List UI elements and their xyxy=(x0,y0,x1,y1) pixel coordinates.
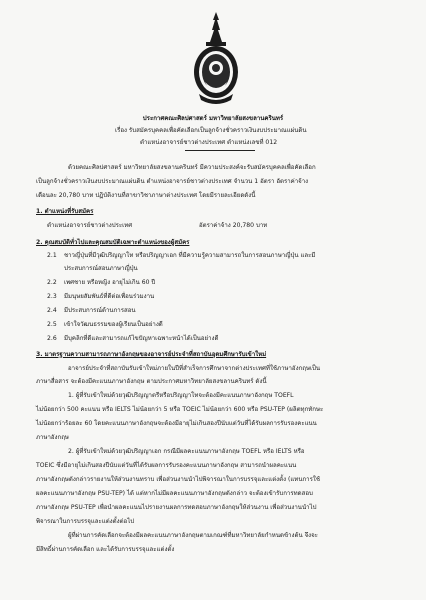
closing-line: มีสิทธิ์ผ่านการคัดเลือก และได้รับการบรรจุและแต่งตั้ง xyxy=(36,546,175,553)
qualification-item-num: 2.2 xyxy=(47,279,57,286)
criteria-1-line: ไม่น้อยกว่า 500 คะแนน หรือ IELTS ไม่น้อยกว่า 5 หรือ TOEIC ไม่น้อยกว่า 600 หรือ PSU-TEP (ผลิตทุกทักษะ xyxy=(36,406,324,413)
qualification-item-text: เข้าใจวัฒนธรรมของผู้เรียนเป็นอย่างดี xyxy=(64,321,163,328)
position-salary: อัตราค่าจ้าง 20,780 บาท xyxy=(199,222,268,229)
position-name: ตำแหน่งอาจารย์ชาวต่างประเทศ xyxy=(47,222,133,229)
qualification-item-text: เพศชาย หรือหญิง อายุไม่เกิน 60 ปี xyxy=(64,279,156,286)
qualification-item-num: 2.3 xyxy=(47,293,57,300)
subject-line: เรื่อง รับสมัครบุคคลเพื่อคัดเลือกเป็นลูกจ้างชั่วคราวเงินงบประมาณแผ่นดิน xyxy=(115,127,307,134)
subject-separator xyxy=(185,143,255,151)
intro-line-2: เป็นลูกจ้างชั่วคราวเงินงบประมาณแผ่นดิน ตำแหน่งอาจารย์ชาวต่างประเทศ จำนวน 1 อัตรา อัตราค่าจ้าง xyxy=(36,178,309,185)
criteria-1-line: ไม่น้อยกว่าร้อยละ 60 โดยคะแนนภาษาอังกฤษจะต้องมีอายุไม่เกินสองปีนับแต่วันที่ได้รับผลการรับรองคะแนน xyxy=(36,420,317,427)
qualification-item-text: มีบุคลิกที่ดีและสามารถแก้ไขปัญหาเฉพาะหน้าได้เป็นอย่างดี xyxy=(64,335,219,342)
criteria-2-line: TOEIC ซึ่งมีอายุไม่เกินสองปีนับแต่วันที่ได้รับผลการรับรองคะแนนภาษาอังกฤษ สามารถนำผลคะแนน xyxy=(36,462,297,469)
criteria-2-line: ภาษาอังกฤษดังกล่าวรายงานให้ส่วนงานทราบ เพื่อส่วนงานนำไปพิจารณาในการบรรจุและแต่งตั้ง (แทนการใช้ xyxy=(36,476,320,483)
qualification-item-text: ชาวญี่ปุ่นที่มีวุฒิปริญญาโท หรือปริญญาเอก ที่มีความรู้ความสามารถในการสอนภาษาญี่ปุ่น และมี xyxy=(64,252,316,259)
qualification-item-text-cont: ประสบการณ์สอนภาษาญี่ปุ่น xyxy=(64,265,138,272)
qualification-item-num: 2.4 xyxy=(47,307,57,314)
criteria-2-line: พิจารณาในการบรรจุและแต่งตั้งต่อไป xyxy=(36,518,135,525)
subject-position-line: ตำแหน่งอาจารย์ชาวต่างประเทศ ตำแหน่งเลขที่ 012 xyxy=(140,139,278,146)
announcement-title: ประกาศคณะศิลปศาสตร์ มหาวิทยาลัยสงขลานครินทร์ xyxy=(142,115,284,122)
section-2-heading: 2. คุณสมบัติทั่วไปและคุณสมบัติเฉพาะตำแหน่งของผู้สมัคร xyxy=(36,239,190,246)
intro-line-1: ด้วยคณะศิลปศาสตร์ มหาวิทยาลัยสงขลานครินทร์ มีความประสงค์จะรับสมัครบุคคลเพื่อคัดเลือก xyxy=(68,164,316,171)
university-seal-logo xyxy=(193,10,239,106)
criteria-2-line: ผลคะแนนภาษาอังกฤษ PSU-TEP) ได้ แต่หากไม่มีผลคะแนนภาษาอังกฤษดังกล่าว จะต้องเข้ารับการทดสอบ xyxy=(36,490,313,497)
criteria-2-line: ภาษาอังกฤษ PSU-TEP เพื่อนำผลคะแนนไปรายงานผลการทดสอบภาษาอังกฤษให้ส่วนงาน เพื่อส่วนงานนำไป xyxy=(36,504,317,511)
section-3-heading: 3. มาตรฐานความสามารถภาษาอังกฤษของอาจารย์ประจำที่สถาบันอุดมศึกษารับเข้าใหม่ xyxy=(36,351,267,358)
criteria-1-line: 1. ผู้ที่รับเข้าใหม่ด้วยวุฒิปริญญาตรีหรือปริญญาโทจะต้องมีคะแนนภาษาอังกฤษ TOEFL xyxy=(68,392,294,399)
qualification-item-text: มีมนุษยสัมพันธ์ที่ดีต่อเพื่อนร่วมงาน xyxy=(64,293,155,300)
standard-para-line: อาจารย์ประจำที่สถาบันรับเข้าใหม่ภายในปีที่สำเร็จการศึกษาจากต่างประเทศที่ใช้ภาษาอังกฤษเป็น xyxy=(68,365,321,372)
section-1-heading: 1. ตำแหน่งที่รับสมัคร xyxy=(36,208,94,215)
qualification-item-num: 2.6 xyxy=(47,335,57,342)
qualification-item-num: 2.1 xyxy=(47,252,57,259)
criteria-2-line: 2. ผู้ที่รับเข้าใหม่ด้วยวุฒิปริญญาเอก กรณีมีผลคะแนนภาษาอังกฤษ TOEFL หรือ IELTS หรือ xyxy=(68,448,305,455)
intro-line-3: เดือนละ 20,780 บาท ปฏิบัติงานที่สาขาวิชาภาษาต่างประเทศ โดยมีรายละเอียดดังนี้ xyxy=(36,192,256,199)
criteria-1-line: ภาษาอังกฤษ xyxy=(36,434,69,441)
qualification-item-num: 2.5 xyxy=(47,321,57,328)
qualification-item-text: มีประสบการณ์ด้านการสอน xyxy=(64,307,136,314)
closing-line: ผู้ที่ผ่านการคัดเลือกจะต้องมีผลคะแนนภาษาอังกฤษตามเกณฑ์ที่มหาวิทยาลัยกำหนดข้างต้น จึงจะ xyxy=(68,532,318,539)
standard-para-line: ภาษาสื่อสาร จะต้องมีคะแนนภาษาอังกฤษ ตามประกาศมหาวิทยาลัยสงขลานครินทร์ ดังนี้ xyxy=(36,378,267,385)
